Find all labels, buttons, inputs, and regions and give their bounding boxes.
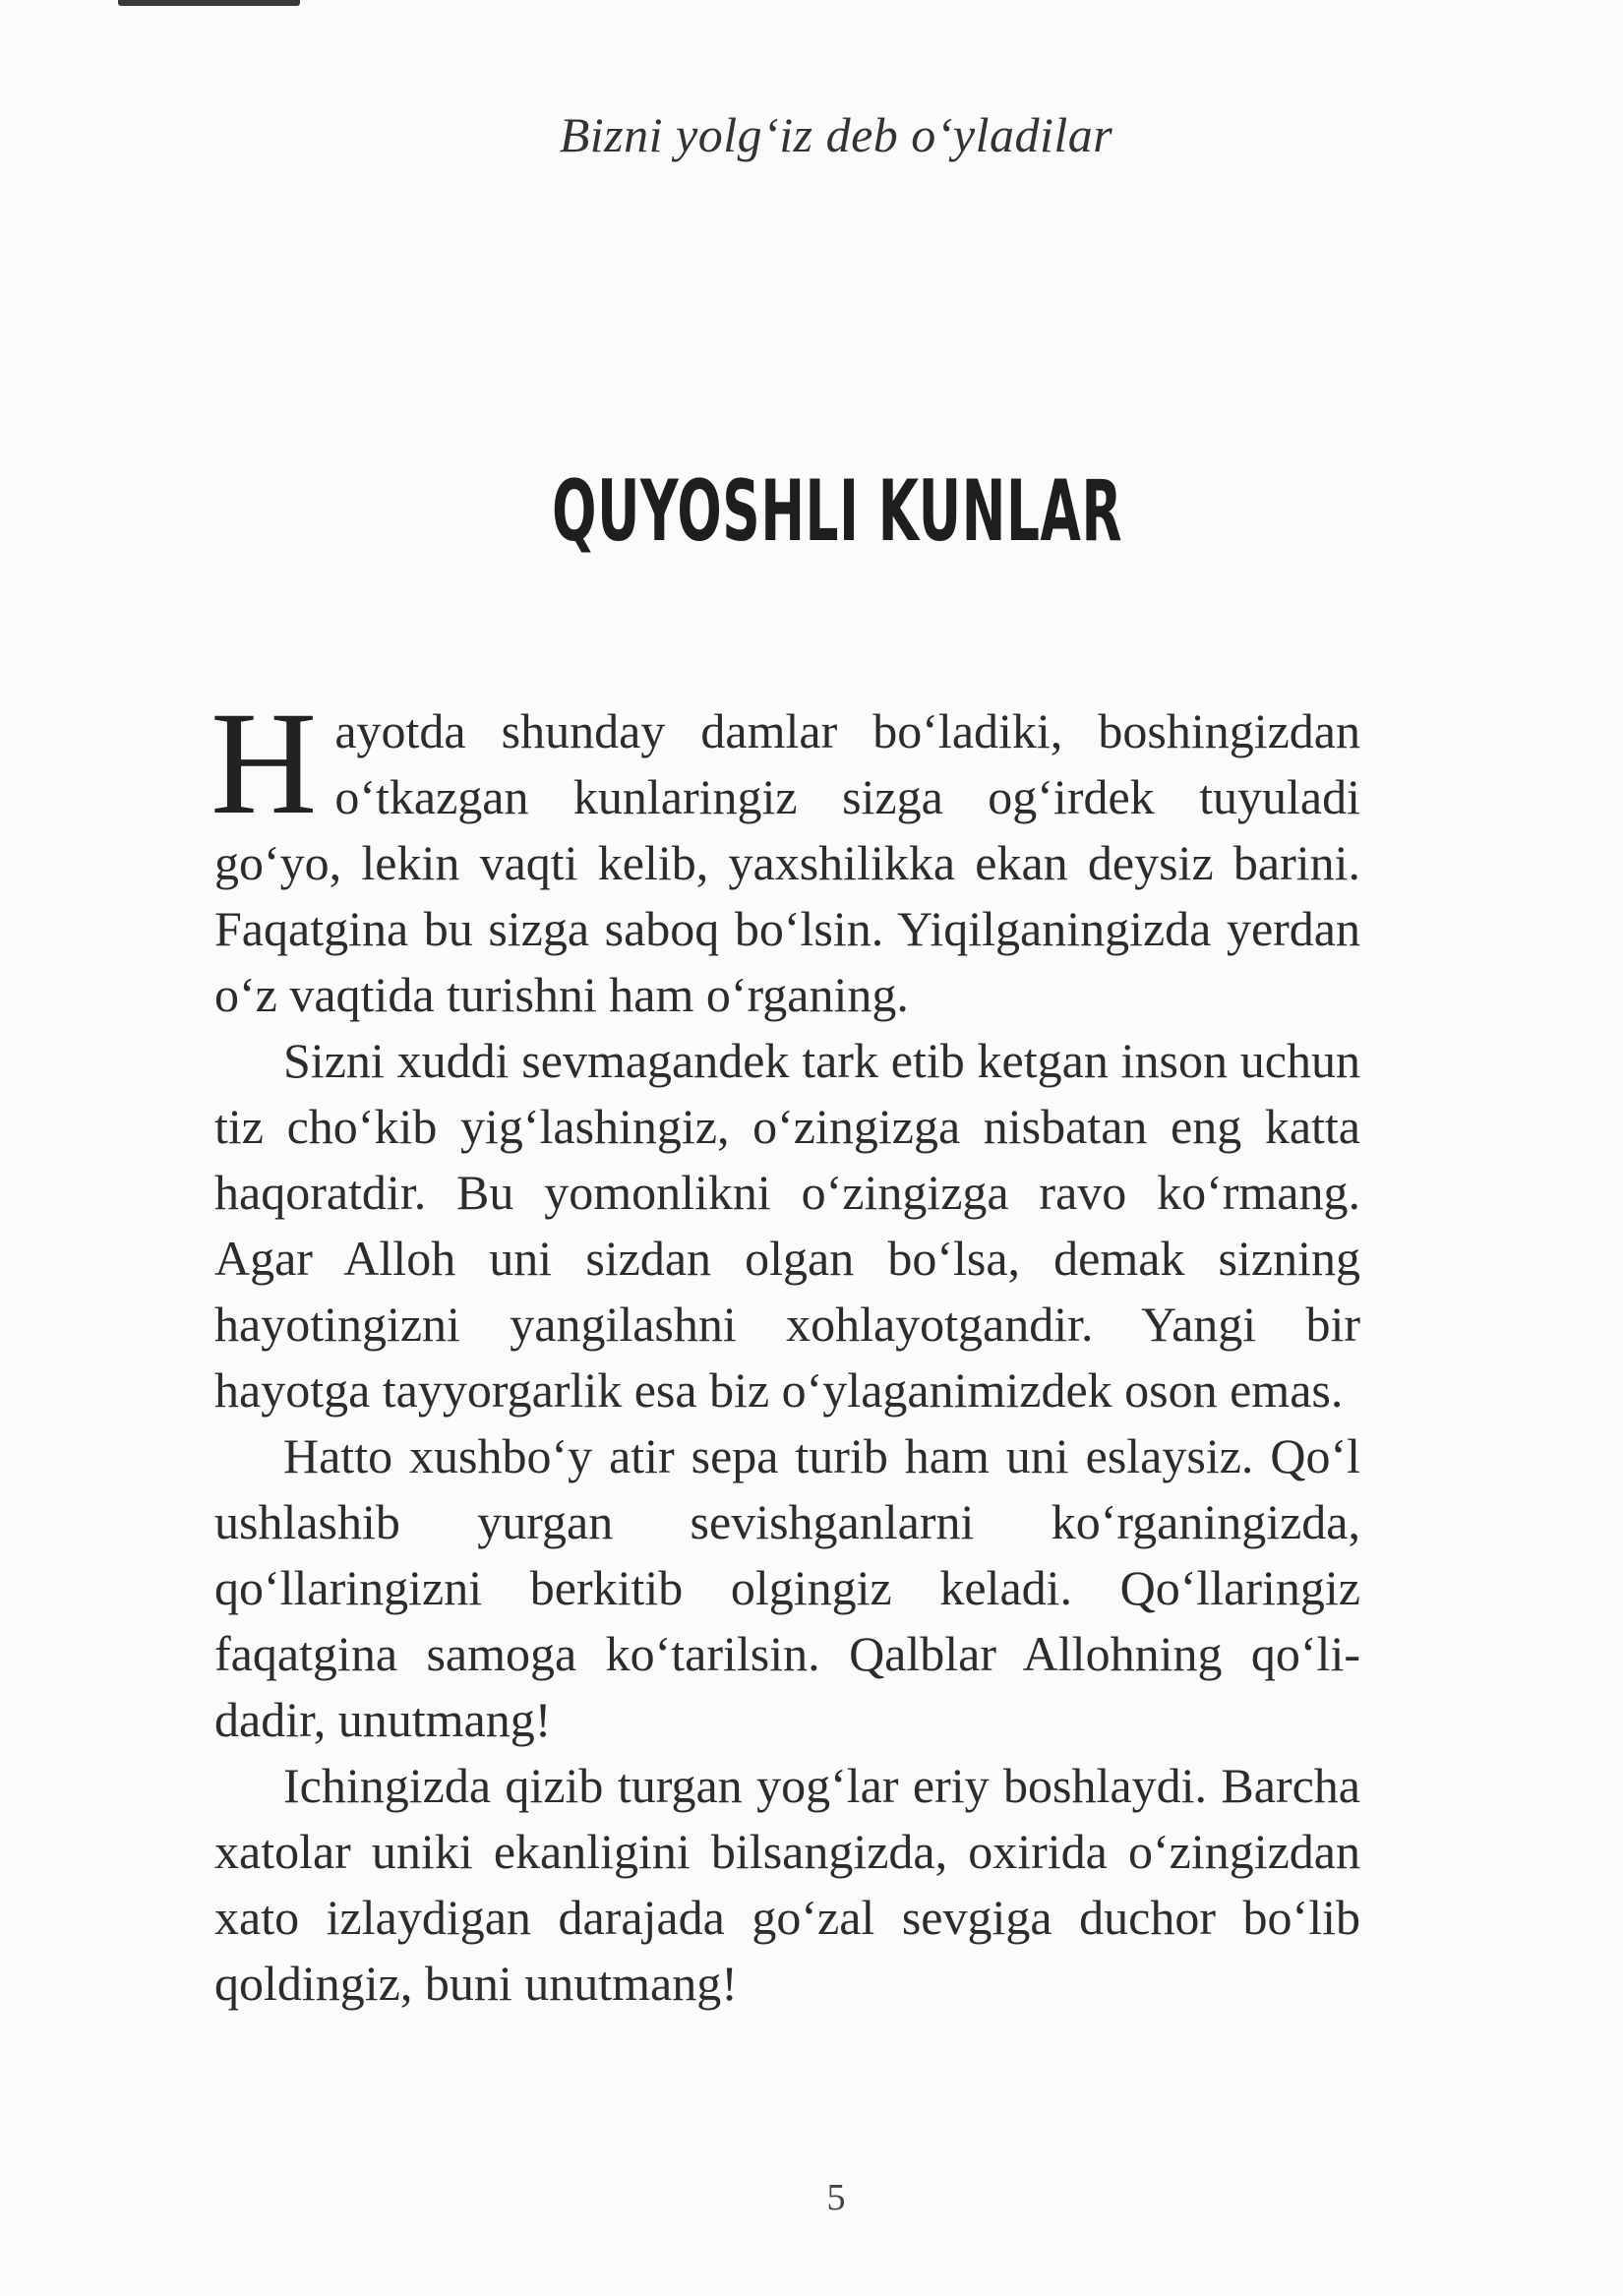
drop-cap: H bbox=[210, 682, 318, 845]
top-edge-mark bbox=[118, 0, 300, 6]
page-number: 5 bbox=[826, 2177, 846, 2218]
chapter-title: QUYOSHLI KUNLAR bbox=[552, 462, 1123, 561]
body-text bbox=[210, 682, 1360, 2017]
paragraph-3: Hatto xushbo‘y atir sepa turib ham uni eslaysiz. Qo‘l ushlashib yurgan sevishganlarni ko‘rganingizda, qo‘llaringizni berkitib olgingiz keladi. Qo‘llaringiz faqatgina samoga ko‘tarilsin. Qalblar Allohning qo‘lidadir, unutmang! bbox=[214, 1428, 1360, 1747]
running-header: Bizni yolg‘iz deb o‘yladilar bbox=[559, 107, 1113, 162]
paragraph-1 bbox=[210, 682, 1360, 1028]
paragraph-1-text: ayotda shunday damlar bo‘ladiki, boshingizdan o‘tkazgan kunlaringiz sizga og‘irdek tuyuladi go‘yo, lekin vaqti kelib, yaxshilikka ekan deysiz barini. Faqatgina bu sizga saboq bo‘lsin. Yiqilganingizda yerdan o‘z vaqtida turishni ham o‘rganing. bbox=[214, 703, 1360, 1022]
paragraph-2: Sizni xuddi sevmagandek tark etib ketgan inson uchun tiz cho‘kib yig‘lashingiz, o‘zingizga nisbatan eng katta haqoratdir. Bu yomonlikni o‘zingizga ravo ko‘rmang. Agar Alloh uni sizdan olgan bo‘lsa, demak sizning hayotingizni yangilashni xohlayotgandir. Yangi bir hayotga tayyorgarlik esa biz o‘ylaganimizdek oson emas. bbox=[214, 1033, 1360, 1418]
paragraph-4: Ichingizda qizib turgan yog‘lar eriy boshlaydi. Barcha xatolar uniki ekanligini bilsangizda, oxirida o‘zingizdan xato izlaydigan darajada go‘zal sevgiga duchor bo‘lib qoldingiz, buni unutmang! bbox=[214, 1758, 1360, 2011]
